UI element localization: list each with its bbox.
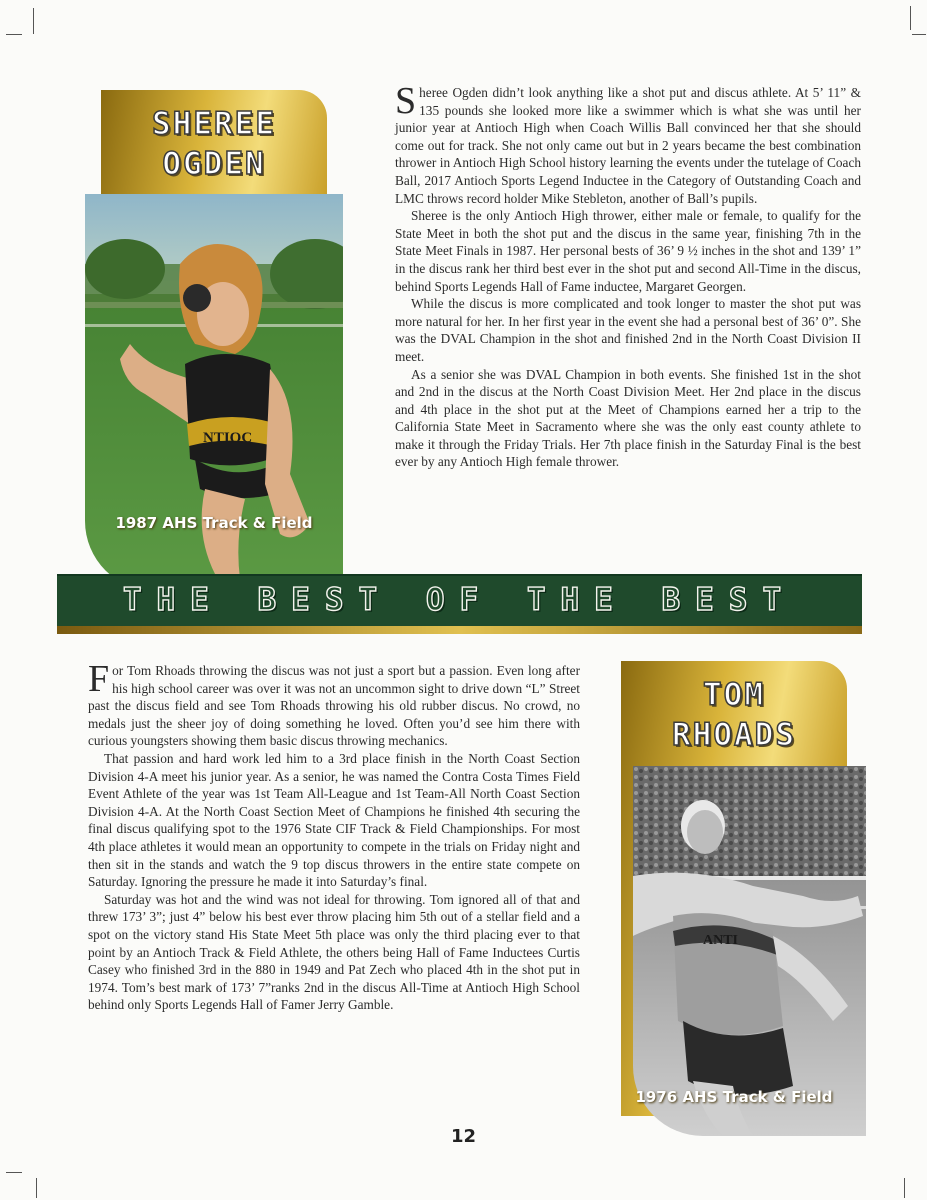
article-paragraph: As a senior she was DVAL Champion in both events. She finished 1st in the shot and 2nd in the discus at the North Coast Division Meet. Her 2nd place in the discus and 4th place in the shot put at the Meet of Champions earned her a trip to the California State Meet in Sacramento where she was the only east county athlete to make it through the Friday Trials. Her 7th place finish in the Saturday Final is the best ever by any Antioch High female thrower.	[395, 366, 861, 470]
profile-caption: 1976 AHS Track & Field	[635, 1088, 833, 1106]
section-banner	[57, 574, 862, 628]
article-paragraph	[395, 80, 861, 207]
profile-card-tom-rhoads	[621, 661, 847, 1116]
page-number: 12	[450, 1126, 477, 1147]
jersey-text: ANTI	[703, 933, 739, 948]
article-paragraph: While the discus is more complicated and took longer to master the shot put was more natural for her. In her first year in the event she had a personal best of 36’ 0”. She was the DVAL Champion in the shot and finished 2nd in the North Coast Division II meet.	[395, 296, 861, 364]
article-paragraph: That passion and hard work led him to a 3rd place finish in the North Coast Section Division 4-A meet his junior year. As a senior, he was named the Contra Costa Times Field Event Athlete of the year was 1st Team All-League and 1st Team-All North Coast Section Division 4-A. At the North Coast Section Meet of Champions he finished 4th securing the final discus qualifying spot to the 1976 State CIF Track & Field Championships. For most 4th place athletes it would mean an opportunity to compete in the trials on Friday night and then sit in the stands and watch the 9 top discus throwers in the entire state compete on Saturday. Ignoring the pressure he made it into Saturday’s final.	[88, 750, 580, 890]
crop-mark	[6, 1172, 22, 1173]
photo-discus-athlete	[633, 766, 866, 1136]
paragraph-text: heree Ogden didn’t look anything like a shot put and discus athlete. At 5’ 11” & 135 pounds she looked more like a swimmer which is what she was until her junior year at Antioch High when Coach Willis Ball convinced her that she should come out for track. She not only came out but in 2 years became the best combination thrower in Antioch High School history learning the events under the tutelage of Coach Ball, 2017 Antioch Sports Legend Inductee in the Category of Outstanding Coach and LMC throws record holder Mike Stebleton, another of Ball’s pupils.	[395, 85, 861, 206]
drop-cap: F	[88, 658, 110, 700]
profile-name-line1: SHEREE	[152, 106, 276, 142]
jersey-text: NTIOC	[203, 430, 253, 446]
drop-cap: S	[395, 80, 417, 122]
paragraph-text: or Tom Rhoads throwing the discus was not just a sport but a passion. Even long after his high school career was over it was not an uncommon sight to drive down “L” Street past the discus field and see Tom Rhoads throwing his old rubber discus. No crowd, no medals just the sheer joy of doing something he loved. Often you’d see him there with curious youngsters showing them basic discus throwing mechanics.	[88, 663, 580, 749]
banner-gold-stripe	[57, 626, 862, 634]
profile-name	[101, 104, 327, 184]
profile-name-line2: OGDEN	[162, 146, 266, 182]
profile-name-line2: RHOADS	[672, 717, 796, 753]
profile-name	[621, 675, 847, 755]
athlete-photo-tom-rhoads	[633, 766, 866, 1136]
banner-title: THE BEST OF THE BEST	[122, 582, 797, 618]
crop-mark	[6, 34, 22, 35]
crop-mark	[33, 8, 34, 34]
article-tom-rhoads	[88, 658, 580, 1014]
article-paragraph: Sheree is the only Antioch High thrower, either male or female, to qualify for the State Meet in both the shot put and the discus in the same year, finishing 7th in the State Meet Finals in 1987. Her personal bests of 36’ 9 ½ inches in the shot and 139’ 1” in the discus rank her third best ever in the shot put and second All-Time in the discus, behind Sports Legends Hall of Fame inductee, Margaret Georgen.	[395, 208, 861, 294]
profile-name-line1: TOM	[703, 677, 765, 713]
article-paragraph	[88, 658, 580, 750]
crop-mark	[912, 34, 926, 35]
article-paragraph: Saturday was hot and the wind was not ideal for throwing. Tom ignored all of that and threw 173’ 3”; just 4” below his best ever throw placing him 5th out of a stellar field and a spot on the victory stand His State Meet 5th place was only the third placing ever to that point by an Antioch Track & Field Athlete, the others being Hall of Fame Inductees Curtis Casey who finished 3rd in the 880 in 1949 and Pat Zech who placed 4th in the shot put in 1974. Tom’s best mark of 173’ 7”ranks 2nd in the discus All-Time at Antioch High School behind only Sports Legends Hall of Famer Jerry Gamble.	[88, 891, 580, 1013]
article-sheree-ogden	[395, 80, 861, 471]
crop-mark	[36, 1178, 37, 1198]
crop-mark	[910, 6, 911, 30]
profile-card-sheree-ogden	[101, 90, 327, 542]
profile-caption: 1987 AHS Track & Field	[115, 514, 313, 532]
crop-mark	[904, 1178, 905, 1198]
